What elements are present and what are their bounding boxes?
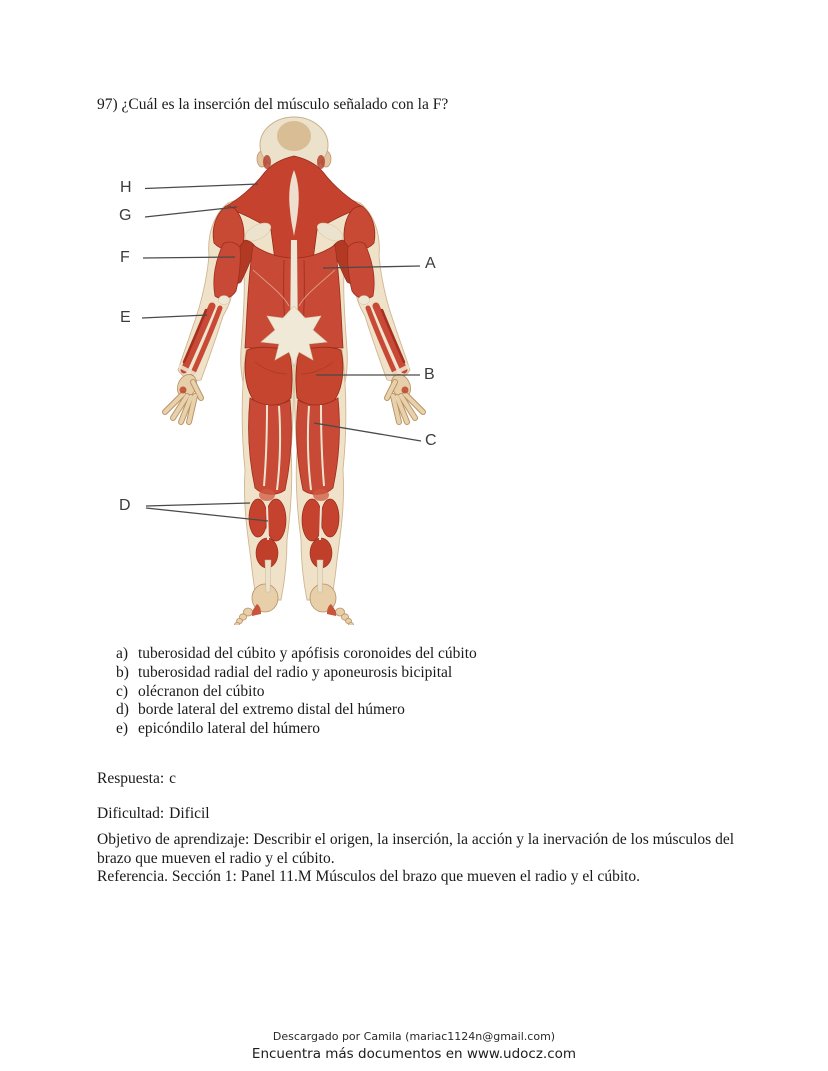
option-d-text: borde lateral del extremo distal del húmero — [138, 701, 405, 719]
figure-label-c: C — [425, 432, 438, 449]
difficulty-label: Dificultad: — [97, 805, 165, 822]
option-a-text: tuberosidad del cúbito y apófisis coronoides del cúbito — [138, 645, 477, 662]
figure-label-f: F — [120, 249, 131, 266]
option-a-letter: a) — [116, 645, 129, 662]
reference-text: Referencia. Sección 1: Panel 11.M Músculos del brazo que mueven el radio y el cúbito. — [97, 868, 641, 885]
option-b-text: tuberosidad radial del radio y aponeurosis bicipital — [138, 663, 453, 681]
option-b-letter: b) — [116, 663, 129, 681]
option-b — [116, 664, 477, 683]
answer-value: c — [169, 770, 177, 787]
feet — [235, 584, 354, 625]
figure-label-e: E — [120, 309, 132, 326]
difficulty-line — [97, 805, 210, 823]
option-e-text: epicóndilo lateral del húmero — [138, 720, 321, 738]
knee-region — [259, 489, 329, 501]
option-d-letter: d) — [116, 701, 129, 719]
footer-downloaded-by: Descargado por Camila (mariac1124n@gmail.com) — [272, 1030, 556, 1043]
option-e-letter: e) — [116, 720, 129, 738]
figure-label-h: H — [120, 179, 133, 196]
figure-label-d: D — [119, 497, 132, 514]
question-text: 97) ¿Cuál es la inserción del músculo señalado con la F? — [97, 96, 449, 113]
figure-label-b: B — [424, 366, 436, 383]
difficulty-value: Dificil — [169, 805, 210, 822]
figure-label-a: A — [425, 255, 437, 272]
option-e — [116, 720, 477, 739]
option-c-text: olécranon del cúbito — [138, 682, 265, 700]
footer-find-more: Encuentra más documentos en www.udocz.com — [251, 1046, 577, 1062]
option-d — [116, 701, 477, 720]
answer-line — [97, 770, 176, 788]
anatomy-figure — [95, 110, 465, 625]
hamstring-muscles — [249, 398, 340, 494]
options-list — [116, 645, 477, 739]
option-a — [116, 645, 477, 664]
answer-label: Respuesta: — [97, 770, 165, 787]
option-c — [116, 683, 477, 702]
learning-objective-text: Objetivo de aprendizaje: Describir el origen, la inserción, la acción y la inervación de los músculos del brazo que mueven el radio y el cúbito. — [97, 831, 734, 867]
option-c-letter: c) — [116, 682, 129, 700]
figure-label-g: G — [119, 207, 132, 224]
